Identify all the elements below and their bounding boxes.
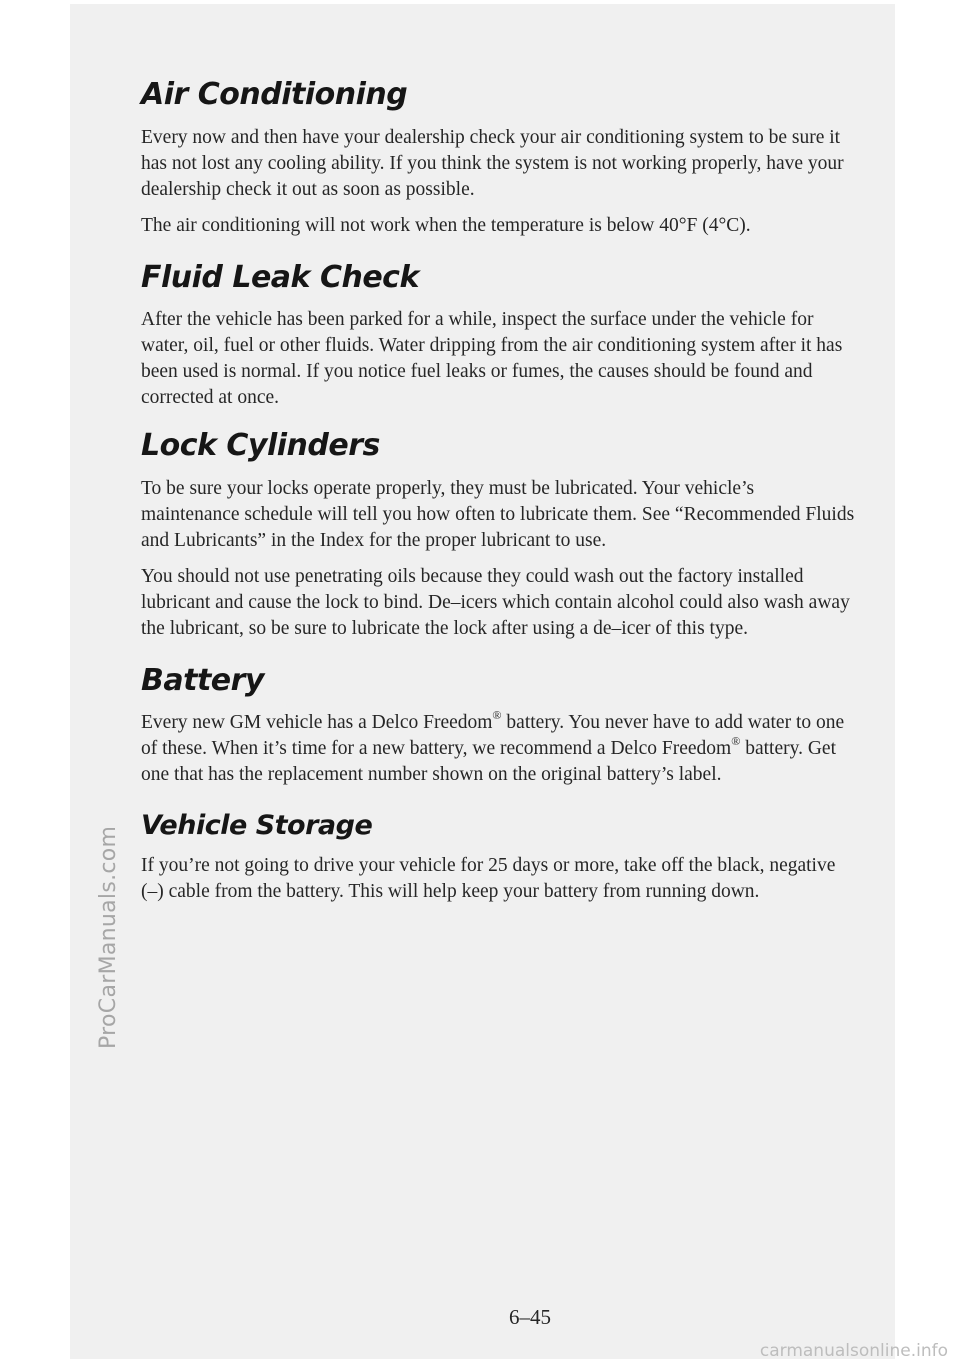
section-fluid-leak-check: [141, 261, 856, 412]
paragraph: The air conditioning will not work when the temperature is below 40°F (4°C).: [141, 214, 751, 236]
registered-mark: ®: [492, 708, 502, 722]
section-lock-cylinders: [141, 429, 856, 642]
section-vehicle-storage: [141, 810, 856, 905]
page-content: [141, 78, 856, 927]
section-air-conditioning: [141, 78, 856, 239]
paragraph: After the vehicle has been parked for a while, inspect the surface under the vehicle for water, oil, fuel or other fluids. Water dripping from the air conditioning system after it has been used is normal. If you notice fuel leaks or fumes, the causes should be found and corrected at once.: [141, 309, 843, 408]
paragraph: If you’re not going to drive your vehicle for 25 days or more, take off the black, negative (–) cable from the battery. This will help keep your battery from running down.: [141, 855, 836, 903]
registered-mark: ®: [731, 734, 741, 748]
heading-lock-cylinders: Lock Cylinders: [141, 428, 380, 463]
section-battery: [141, 664, 856, 789]
paragraph-text: Every new GM vehicle has a Delco Freedom: [141, 712, 493, 733]
paragraph-text: battery. You never have to add water to one of these. When it’s time for a new battery, we recommend a Delco Freedom: [141, 712, 845, 759]
footer-site-text: carmanualsonline.info: [759, 1341, 948, 1361]
paragraph: Every now and then have your dealership check your air conditioning system to be sure it has not lost any cooling ability. If you think the system is not working properly, have your dealership check it out as soon as possible.: [141, 126, 844, 200]
page-number: 6–45: [509, 1305, 551, 1329]
heading-fluid-leak-check: Fluid Leak Check: [141, 259, 419, 295]
paragraph-text: battery. Get one that has the replacement number shown on the original battery’s label.: [141, 738, 836, 785]
watermark-text: ProCarManuals.com: [96, 825, 121, 1049]
paragraph: You should not use penetrating oils because they could wash out the factory installed lubricant and cause the lock to bind. De–icers which contain alcohol could also wash away the lubricant, so be sure to lubricate the lock after using a de–icer of this type.: [141, 565, 850, 639]
paragraph: To be sure your locks operate properly, they must be lubricated. Your vehicle’s maintenance schedule will tell you how often to lubricate them. See “Recommended Fluids and Lubricants” in the Index for the proper lubricant to use.: [141, 477, 855, 551]
paragraph: [141, 710, 856, 788]
heading-vehicle-storage: Vehicle Storage: [141, 810, 373, 841]
heading-battery: Battery: [141, 662, 264, 698]
heading-air-conditioning: Air Conditioning: [141, 77, 408, 112]
